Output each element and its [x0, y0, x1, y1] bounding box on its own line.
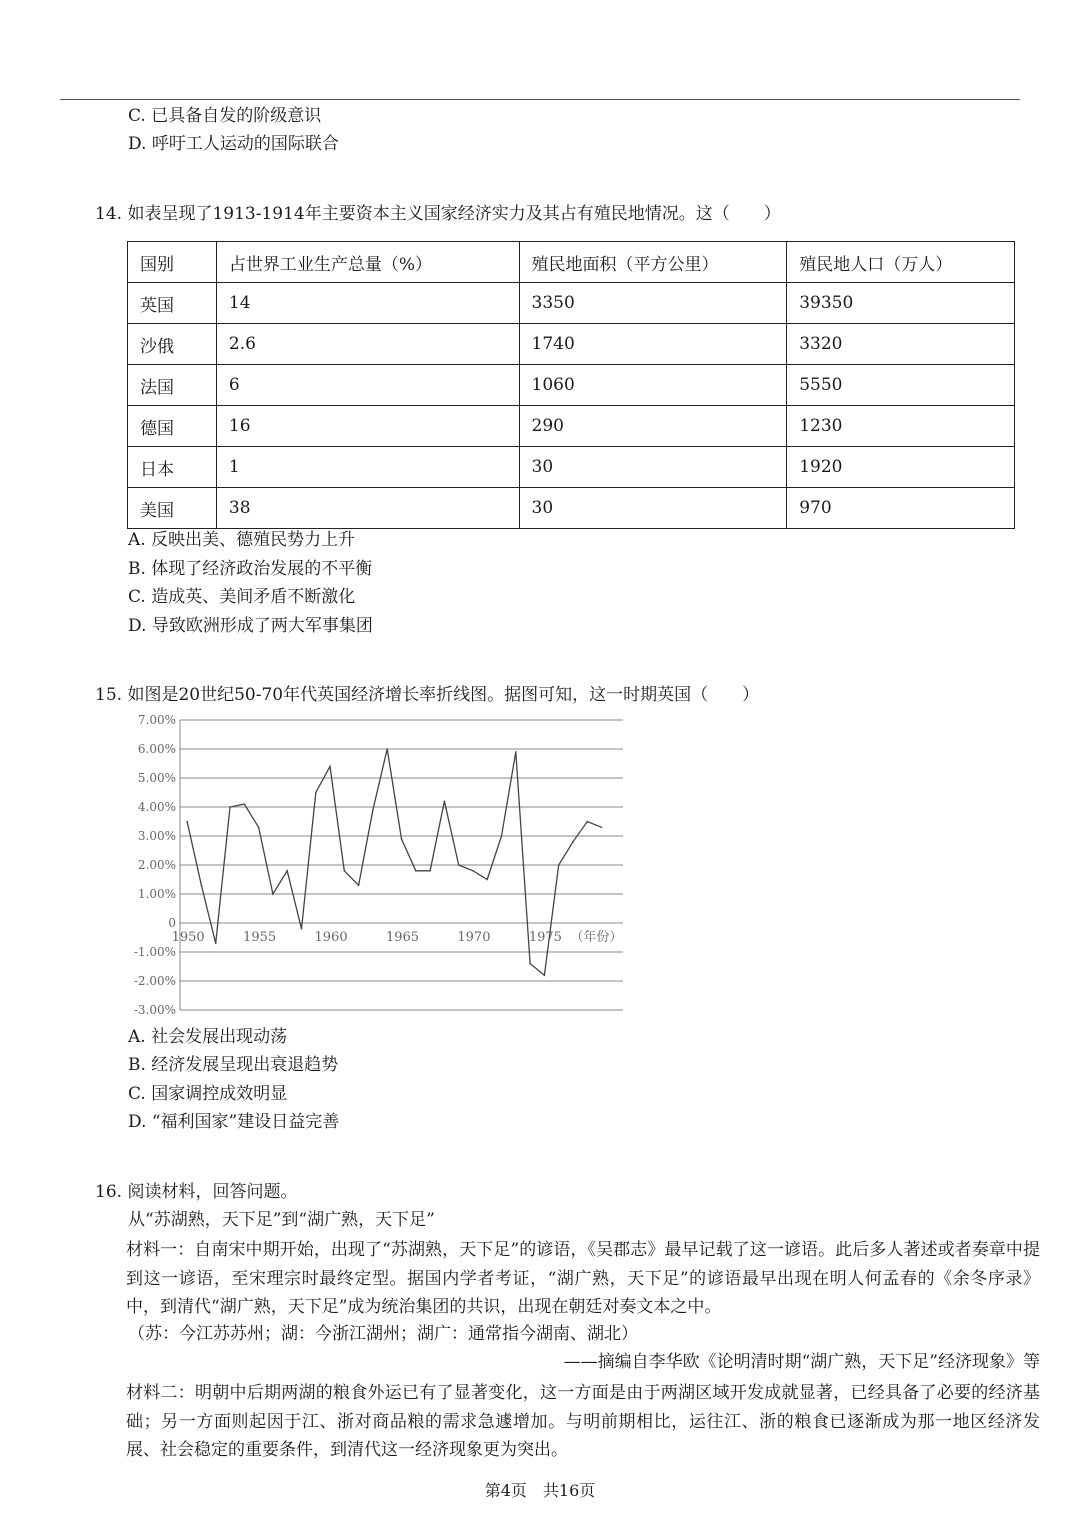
table-cell: 14 [216, 283, 519, 324]
data-point [572, 841, 574, 843]
data-point [444, 800, 446, 802]
table-row [128, 365, 1015, 406]
data-point [229, 806, 231, 808]
table-cell: 2.6 [216, 324, 519, 365]
table-cell: 1 [216, 447, 519, 488]
y-tick-label: -1.00% [133, 945, 176, 959]
table-cell: 39350 [787, 283, 1015, 324]
q16-note: （苏：今江苏苏州；湖：今浙江湖州；湖广：通常指今湖南、湖北） [128, 1324, 638, 1344]
data-point [301, 928, 303, 930]
data-point [515, 751, 517, 753]
data-point [401, 838, 403, 840]
table-cell: 英国 [128, 283, 217, 324]
uk-growth-line-chart [118, 710, 648, 1020]
page-footer: 第4页 共16页 [484, 1481, 596, 1500]
q16-stem: 16. 阅读材料，回答问题。 [95, 1182, 298, 1202]
y-tick-label: 1.00% [137, 887, 176, 901]
table-cell: 3350 [519, 283, 787, 324]
table-cell: 3320 [787, 324, 1015, 365]
table-header-row [128, 242, 1015, 283]
q13-option-d: D. 呼吁工人运动的国际联合 [128, 134, 339, 154]
table-header-cell: 国别 [128, 242, 217, 283]
table-cell: 1230 [787, 406, 1015, 447]
q14-option-b: B. 体现了经济政治发展的不平衡 [128, 559, 373, 579]
data-point [201, 885, 203, 887]
table-header-cell: 殖民地人口（万人） [787, 242, 1015, 283]
data-point [486, 879, 488, 881]
x-tick-label: 1970 [457, 930, 491, 945]
q16-material-1: 材料一：自南宋中期开始，出现了“苏湖熟，天下足”的谚语，《吴郡志》最早记载了这一谚语。此后多人著述或者奏章中提到这一谚语，至宋理宗时最终定型。据国内学者考证，“湖广熟，天下足”的谚语最早出现在明人何孟春的《余冬序录》中，到清代“湖广熟，天下足”成为统治集团的共识，出现在朝廷对奏文本之中。 [126, 1240, 1040, 1317]
q16-subtitle: 从“苏湖熟，天下足”到“湖广熟，天下足” [128, 1210, 435, 1230]
table-row [128, 283, 1015, 324]
data-point [272, 893, 274, 895]
data-point [344, 870, 346, 872]
q15-option-a: A. 社会发展出现动荡 [128, 1027, 288, 1047]
x-tick-label: 1950 [171, 930, 205, 945]
table-cell: 38 [216, 488, 519, 529]
data-point [186, 821, 188, 823]
table-cell: 6 [216, 365, 519, 406]
data-point [258, 827, 260, 829]
y-tick-label: 4.00% [137, 800, 176, 814]
q14-option-d: D. 导致欧洲形成了两大军事集团 [128, 616, 373, 636]
y-tick-label: 6.00% [137, 742, 176, 756]
q15-option-d: D. “福利国家”建设日益完善 [128, 1112, 340, 1132]
q14-option-c: C. 造成英、美间矛盾不断激化 [128, 587, 356, 607]
data-point [315, 792, 317, 794]
y-tick-label: 7.00% [137, 713, 176, 727]
q16-material-2: 材料二：明朝中后期两湖的粮食外运已有了显著变化，这一方面是由于两湖区域开发成就显著，已经具备了必要的经济基础；另一方面则起因于江、浙对商品粮的需求急遽增加。与明前期相比，运往江、浙的粮食已逐渐成为那一地区经济发展、社会稳定的重要条件，到清代这一经济现象更为突出。 [126, 1383, 1040, 1460]
data-point [358, 885, 360, 887]
y-tick-label: 5.00% [137, 771, 176, 785]
table-row [128, 447, 1015, 488]
data-point [558, 864, 560, 866]
table-cell: 5550 [787, 365, 1015, 406]
table-cell: 30 [519, 447, 787, 488]
data-point [529, 963, 531, 965]
table-cell: 1740 [519, 324, 787, 365]
table-row [128, 324, 1015, 365]
x-tick-label: 1975 [528, 930, 562, 945]
data-point [244, 803, 246, 805]
q14-option-a: A. 反映出美、德殖民势力上升 [128, 530, 356, 550]
table-cell: 30 [519, 488, 787, 529]
x-tick-label: 1960 [314, 930, 348, 945]
q16-source: ——摘编自李华欧《论明清时期“湖广熟，天下足”经济现象》等 [563, 1352, 1040, 1372]
x-tick-label: 1955 [243, 930, 277, 945]
data-point [472, 870, 474, 872]
table-row [128, 406, 1015, 447]
table-cell: 沙俄 [128, 324, 217, 365]
data-point [215, 943, 217, 945]
y-tick-label: 0 [168, 916, 176, 930]
table-header-cell: 殖民地面积（平方公里） [519, 242, 787, 283]
table-cell: 16 [216, 406, 519, 447]
table-header-cell: 占世界工业生产总量（%） [216, 242, 519, 283]
table-row [128, 488, 1015, 529]
data-point [286, 870, 288, 872]
table-cell: 美国 [128, 488, 217, 529]
table-cell: 法国 [128, 365, 217, 406]
data-point [429, 870, 431, 872]
data-point [601, 827, 603, 829]
data-point [329, 766, 331, 768]
q15-stem: 15. 如图是20世纪50-70年代英国经济增长率折线图。据图可知，这一时期英国（ ） [95, 685, 760, 705]
data-point [586, 821, 588, 823]
table-cell: 德国 [128, 406, 217, 447]
data-point [415, 870, 417, 872]
table-cell: 1920 [787, 447, 1015, 488]
q14-stem: 14. 如表呈现了1913-1914年主要资本主义国家经济实力及其占有殖民地情况。这（ ） [95, 204, 781, 224]
table-cell: 290 [519, 406, 787, 447]
top-rule [60, 99, 1020, 100]
y-tick-label: 3.00% [137, 829, 176, 843]
x-axis-label: （年份） [570, 930, 623, 945]
y-tick-label: 2.00% [137, 858, 176, 872]
y-tick-label: -3.00% [133, 1003, 176, 1017]
data-point [544, 974, 546, 976]
table-cell: 日本 [128, 447, 217, 488]
q13-option-c: C. 已具备自发的阶级意识 [128, 106, 322, 126]
table-cell: 970 [787, 488, 1015, 529]
q15-option-b: B. 经济发展呈现出衰退趋势 [128, 1055, 339, 1075]
x-tick-label: 1965 [385, 930, 420, 945]
data-point [458, 864, 460, 866]
q15-option-c: C. 国家调控成效明显 [128, 1084, 288, 1104]
y-tick-label: -2.00% [133, 974, 176, 988]
data-point [372, 809, 374, 811]
data-point [501, 835, 503, 837]
table-cell: 1060 [519, 365, 787, 406]
colony-table [127, 241, 1015, 529]
data-point [386, 748, 388, 750]
